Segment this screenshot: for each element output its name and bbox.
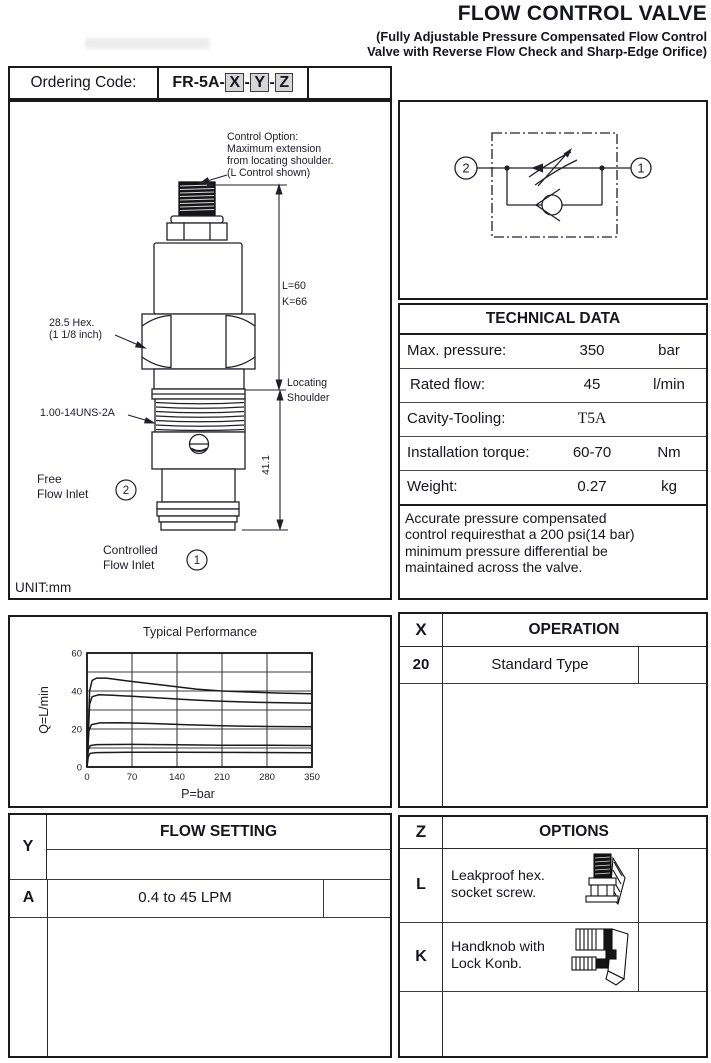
option-code-L: L (400, 849, 443, 922)
note-line: control requiresthat a 200 psi(14 bar) (405, 526, 635, 543)
options-table (398, 815, 708, 1058)
check-valve-ball (542, 195, 562, 215)
option-K-label (451, 939, 545, 972)
y-tick-label: 40 (71, 686, 82, 698)
option-label-line: Leakproof hex. (451, 868, 545, 884)
page-subtitle-line-1: (Fully Adjustable Pressure Compensated Flow Control (376, 29, 707, 44)
option-code-K: K (400, 923, 443, 991)
chart-title: Typical Performance (143, 625, 257, 639)
ordering-code-label: Ordering Code: (10, 68, 159, 98)
hydraulic-symbol-panel (398, 100, 708, 300)
x-tick-label: 70 (126, 772, 138, 783)
ordering-code-y: Y (250, 73, 269, 92)
performance-chart (10, 617, 390, 806)
option-row-L (400, 849, 706, 923)
locknut-hex (167, 223, 227, 240)
stem-washer (171, 216, 223, 223)
options-empty-key (400, 992, 443, 1056)
valve-drawing-panel (8, 100, 392, 600)
upper-body (154, 243, 242, 314)
x-tick-label: 0 (84, 772, 90, 783)
lower-section (162, 469, 235, 502)
options-empty-row (400, 992, 706, 1056)
valve-outline (142, 182, 255, 530)
symbol-envelope (492, 133, 617, 237)
options-key: Z (400, 817, 443, 848)
y-axis-label: Q=L/min (37, 686, 51, 734)
restrictor-arc (535, 160, 577, 185)
flow-setting-empty-key (10, 918, 48, 1056)
tech-label: Max. pressure: (407, 342, 507, 359)
thread-spec-label: 1.00-14UNS-2A (40, 407, 115, 419)
hex-size-label: 28.5 Hex. (49, 317, 95, 329)
operation-table (398, 612, 708, 808)
flow-setting-value: 0.4 to 45 LPM (47, 880, 324, 917)
unit-note: UNIT:mm (15, 580, 72, 595)
ordering-code-bar (8, 66, 392, 100)
flow-setting-row-a (10, 880, 390, 918)
x-tick-label: 140 (169, 772, 185, 783)
tech-row-cavity-tooling (400, 403, 706, 437)
options-header: OPTIONS (539, 823, 609, 840)
junction-dot (599, 165, 604, 170)
tech-label: Installation torque: (407, 444, 530, 461)
operation-empty-key (400, 684, 443, 806)
tech-value: 0.27 (577, 478, 607, 495)
ordering-code-z: Z (275, 73, 293, 92)
performance-chart-panel (8, 615, 392, 808)
controlled-flow-inlet-label: Controlled (103, 543, 158, 557)
option-K-cell (442, 923, 639, 991)
dim-41-1: 41.1 (261, 455, 272, 475)
tech-unit: bar (658, 342, 680, 359)
faded-watermark (85, 38, 210, 49)
tech-value: 45 (583, 376, 601, 393)
operation-key: X (400, 614, 443, 646)
option-label-line: Handknob with (451, 939, 545, 955)
ordering-code-prefix: FR-5A- (172, 74, 225, 91)
symbol-port-1-number: 1 (637, 160, 645, 176)
operation-code: 20 (400, 647, 443, 683)
ordering-sep: - (244, 74, 250, 91)
option-label-line: socket screw. (451, 884, 537, 901)
options-header-row (400, 817, 706, 849)
y-tick-label: 60 (71, 648, 82, 660)
x-tick-label: 210 (214, 772, 230, 783)
flow-setting-header: FLOW SETTING (47, 815, 390, 850)
dim-L: L=60 (282, 280, 306, 292)
option-L-label (451, 868, 545, 901)
flow-setting-table (8, 813, 392, 1058)
tech-value: T5A (577, 410, 607, 427)
tech-label: Weight: (407, 478, 458, 495)
ordering-code-x: X (225, 73, 244, 92)
technical-data-title: TECHNICAL DATA (400, 305, 706, 335)
tech-label: Cavity-Tooling: (407, 410, 506, 427)
hex-28-5 (142, 314, 255, 369)
option-L-cell (442, 849, 639, 922)
page-title: FLOW CONTROL VALVE (457, 2, 707, 25)
tech-row-rated-flow (400, 369, 706, 403)
tech-unit: kg (661, 478, 677, 495)
operation-header-row (400, 614, 706, 647)
hex-size-label: (1 1/8 inch) (49, 329, 102, 341)
note-line: Accurate pressure compensated (405, 510, 607, 526)
operation-value: Standard Type (442, 647, 639, 683)
tech-value: 60-70 (572, 444, 612, 461)
perf-curve (87, 695, 312, 767)
ordering-sep: - (269, 74, 275, 91)
hydraulic-symbol (400, 102, 706, 298)
tech-row-max-pressure (400, 335, 706, 369)
perf-curve (87, 752, 312, 767)
neck-section (154, 369, 244, 389)
controlled-flow-inlet-label: Flow Inlet (103, 558, 155, 572)
tech-row-weight (400, 471, 706, 506)
page-subtitle-line-2: Valve with Reverse Flow Check and Sharp-Edge Orifice) (367, 43, 707, 59)
tech-label: Rated flow: (410, 376, 486, 393)
operation-row-20 (400, 647, 706, 684)
tech-unit: l/min (653, 376, 685, 393)
hex-socket-screw-icon (580, 852, 630, 918)
option-row-K (400, 923, 706, 992)
port-1-number: 1 (193, 555, 201, 567)
option-label-line: Lock Konb. (451, 955, 522, 972)
free-flow-inlet-label: Flow Inlet (37, 487, 89, 501)
flow-setting-code: A (10, 880, 48, 917)
x-tick-label: 280 (259, 772, 275, 783)
free-flow-inlet-label: Free (37, 472, 62, 486)
operation-header: OPERATION (528, 621, 620, 638)
pressure-differential-note (400, 506, 706, 576)
handknob-icon (570, 927, 632, 987)
note-line: maintained across the valve. (405, 559, 583, 576)
control-option-note: Maximum extension (227, 143, 322, 155)
control-option-note: (L Control shown) (227, 167, 311, 179)
locating-shoulder-label: Shoulder (287, 392, 330, 404)
x-tick-label: 350 (304, 772, 320, 783)
control-option-note: from locating shoulder. (227, 155, 334, 167)
y-tick-label: 0 (76, 762, 82, 774)
note-line: minimum pressure differential be (405, 542, 608, 559)
nose-grooves (161, 522, 235, 530)
tech-unit: Nm (657, 444, 681, 461)
flow-setting-empty-row (10, 918, 390, 1056)
operation-empty-row (400, 684, 706, 806)
y-tick-label: 20 (71, 724, 82, 736)
flow-setting-key: Y (10, 815, 47, 880)
junction-dot (504, 165, 509, 170)
tech-row-installation-torque (400, 437, 706, 471)
port-2-number: 2 (122, 485, 130, 497)
x-axis-label: P=bar (181, 787, 215, 801)
locating-shoulder-label: Locating (287, 377, 328, 389)
dim-K: K=66 (282, 296, 308, 308)
control-option-note: Control Option: (227, 131, 299, 143)
ordering-code-value (159, 68, 309, 98)
flow-setting-subrow-empty (47, 850, 390, 880)
tech-value: 350 (579, 342, 605, 359)
technical-data-table (398, 303, 708, 600)
symbol-port-2-number: 2 (462, 160, 470, 176)
valve-technical-drawing (10, 102, 390, 598)
